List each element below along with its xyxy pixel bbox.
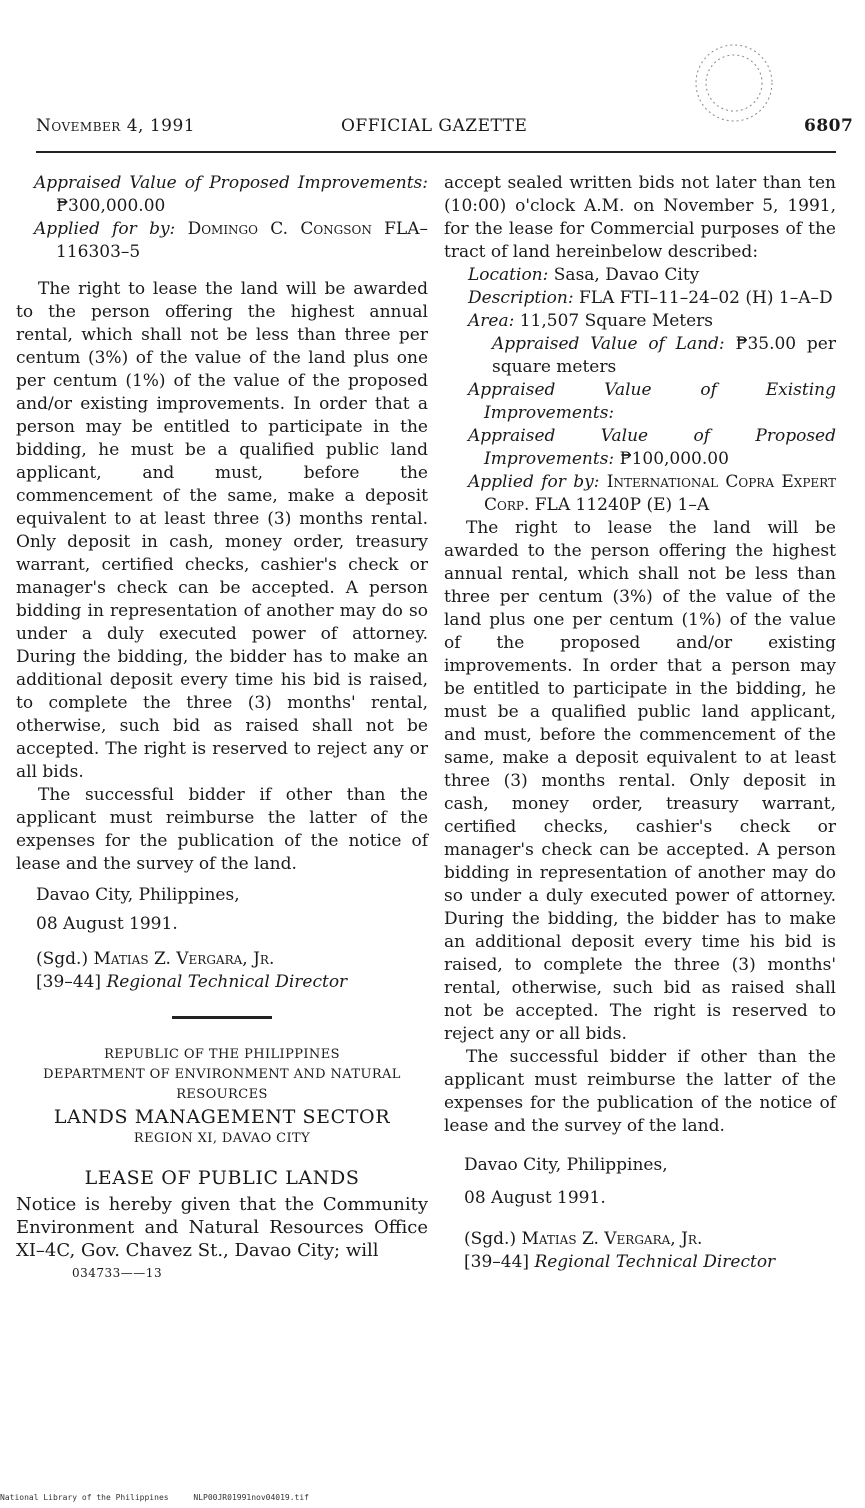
appraised-land-line [444, 333, 836, 379]
department-heading: DEPARTMENT OF ENVIRONMENT AND NATURAL RESOURCES [43, 1067, 401, 1102]
location-line [444, 264, 836, 287]
scan-filename: NLP00JR01991nov04019.tif [193, 1493, 309, 1502]
library-stamp-mark [674, 38, 794, 128]
signature-right-line [444, 1228, 836, 1251]
signer-right-name: Matias Z. Vergara, Jr. [521, 1229, 703, 1249]
appraised-proposed-right-label: Appraised Value of Proposed Improvements: [468, 426, 836, 469]
header-rule [36, 151, 836, 153]
area-line [444, 310, 836, 333]
appraised-existing-line: Appraised Value of Existing Improvements: [468, 380, 836, 423]
description-label: Description: [468, 288, 574, 308]
appraised-proposed-right-line [444, 425, 836, 471]
applied-for-right-line [444, 471, 836, 517]
place-right-line: Davao City, Philippines, [464, 1155, 668, 1175]
bid-intro-paragraph: accept sealed written bids not later than ten (10:00) o'clock A.M. on November 5, 1991, for the lease for Commercial purposes of the tract of land hereinbelow described: [444, 173, 836, 262]
description-value: FLA FTI–11–24–02 (H) 1–A–D [578, 288, 833, 308]
date-line: 08 August 1991. [36, 914, 178, 934]
appraised-proposed-right-value: ₱100,000.00 [619, 449, 729, 469]
reimbursement-paragraph: The successful bidder if other than the applicant must reimburse the latter of the expenses for the publication of the notice of lease and the survey of the land. [16, 785, 428, 874]
region-heading: REGION XI, DAVAO CITY [133, 1131, 311, 1146]
signer-title-right-line [444, 1251, 836, 1274]
appraised-land-label: Appraised Value of Land: [492, 334, 725, 354]
applicant-fla: FLA–116303–5 [56, 219, 428, 262]
signature-line [16, 948, 428, 971]
notice-title: LEASE OF PUBLIC LANDS [84, 1167, 360, 1189]
place-line: Davao City, Philippines, [36, 885, 240, 905]
applied-for-right-label: Applied for by: [468, 472, 600, 492]
notice-paragraph: Notice is hereby given that the Community Environment and Natural Resources Office XI–4C, Gov. Chavez St., Davao City; will [16, 1194, 428, 1261]
lease-conditions-paragraph: The right to lease the land will be awarded to the person offering the highest annual rental, which shall not be less than three per centum (3%) of the value of the land plus one per centum (1%) of the value of the proposed and/or existing improvements. In order that a person may be entitled to participate in the bidding, he must be a qualified public land applicant, and must, before the commencement of the same, make a deposit equivalent to at least three (3) months rental. Only deposit in cash, money order, treasury warrant, certified checks, cashier's check or manager's check can be accepted. A person bidding in representation of another may do so under a duly executed power of attorney. During the bidding, the bidder has to make an additional deposit every time his bid is raised, to complete the three (3) months' rental, otherwise, such bid as raised shall not be accepted. The right is reserved to reject any or all bids. [16, 279, 428, 782]
sgd-right-label: (Sgd.) [464, 1229, 517, 1249]
republic-heading: REPUBLIC OF THE PHILIPPINES [104, 1047, 340, 1062]
location-value: Sasa, Davao City [553, 265, 700, 285]
date-right-line: 08 August 1991. [464, 1188, 606, 1208]
applied-for-line [16, 218, 428, 264]
scan-footer [0, 1493, 329, 1502]
sgd-label: (Sgd.) [36, 949, 89, 969]
library-credit: National Library of the Philippines [0, 1493, 169, 1502]
right-column [444, 172, 836, 1274]
area-label: Area: [468, 311, 515, 331]
signer-title: Regional Technical Director [106, 972, 348, 992]
issue-date: November 4, 1991 [36, 116, 196, 136]
section-divider [172, 1016, 272, 1019]
issue-code-right: [39–44] [464, 1252, 530, 1272]
appraised-proposed-value: ₱300,000.00 [56, 196, 166, 216]
signer-title-right: Regional Technical Director [534, 1252, 776, 1272]
applicant-right-fla: FLA 11240P (E) 1–A [534, 495, 710, 515]
applicant-right-name: International Copra Expert Corp. [484, 472, 836, 515]
issue-code: [39–44] [36, 972, 102, 992]
signer-name: Matias Z. Vergara, Jr. [93, 949, 275, 969]
applied-for-label: Applied for by: [34, 219, 176, 239]
sector-heading: LANDS MANAGEMENT SECTOR [53, 1106, 391, 1128]
lease-conditions-right-paragraph: The right to lease the land will be awarded to the person offering the highest annual rental, which shall not be less than three per centum (3%) of the value of the land plus one per centum (1%) of the value of the proposed and/or existing improvements. In order that a person may be entitled to participate in the bidding, he must be a qualified public land applicant, and must, before the commencement of the same, make a deposit equivalent to at least three (3) months rental. Only deposit in cash, money order, treasury warrant, certified checks, cashier's check or manager's check can be accepted. A person bidding in representation of another may do so under a duly executed power of attorney. During the bidding, the bidder has to make an additional deposit every time his bid is raised, to complete the three (3) months' rental, otherwise, such bid as raised shall not be accepted. The right is reserved to reject any or all bids. [444, 518, 836, 1044]
location-label: Location: [468, 265, 549, 285]
appraised-proposed-line [16, 172, 428, 218]
signer-title-line [16, 971, 428, 994]
description-line [444, 287, 836, 310]
applicant-name: Domingo C. Congson [187, 219, 372, 239]
left-column [16, 172, 428, 1285]
appraised-proposed-label: Appraised Value of Proposed Improvements: [34, 173, 428, 193]
appraised-land-value: ₱35.00 per square meters [492, 334, 836, 377]
reimbursement-right-paragraph: The successful bidder if other than the applicant must reimburse the latter of the expenses for the publication of the notice of lease and the survey of the land. [444, 1047, 836, 1136]
area-value: 11,507 Square Meters [519, 311, 714, 331]
page-number: 6807 [804, 116, 854, 136]
document-code: 034733——13 [72, 1266, 163, 1280]
publication-title: OFFICIAL GAZETTE [341, 116, 528, 136]
